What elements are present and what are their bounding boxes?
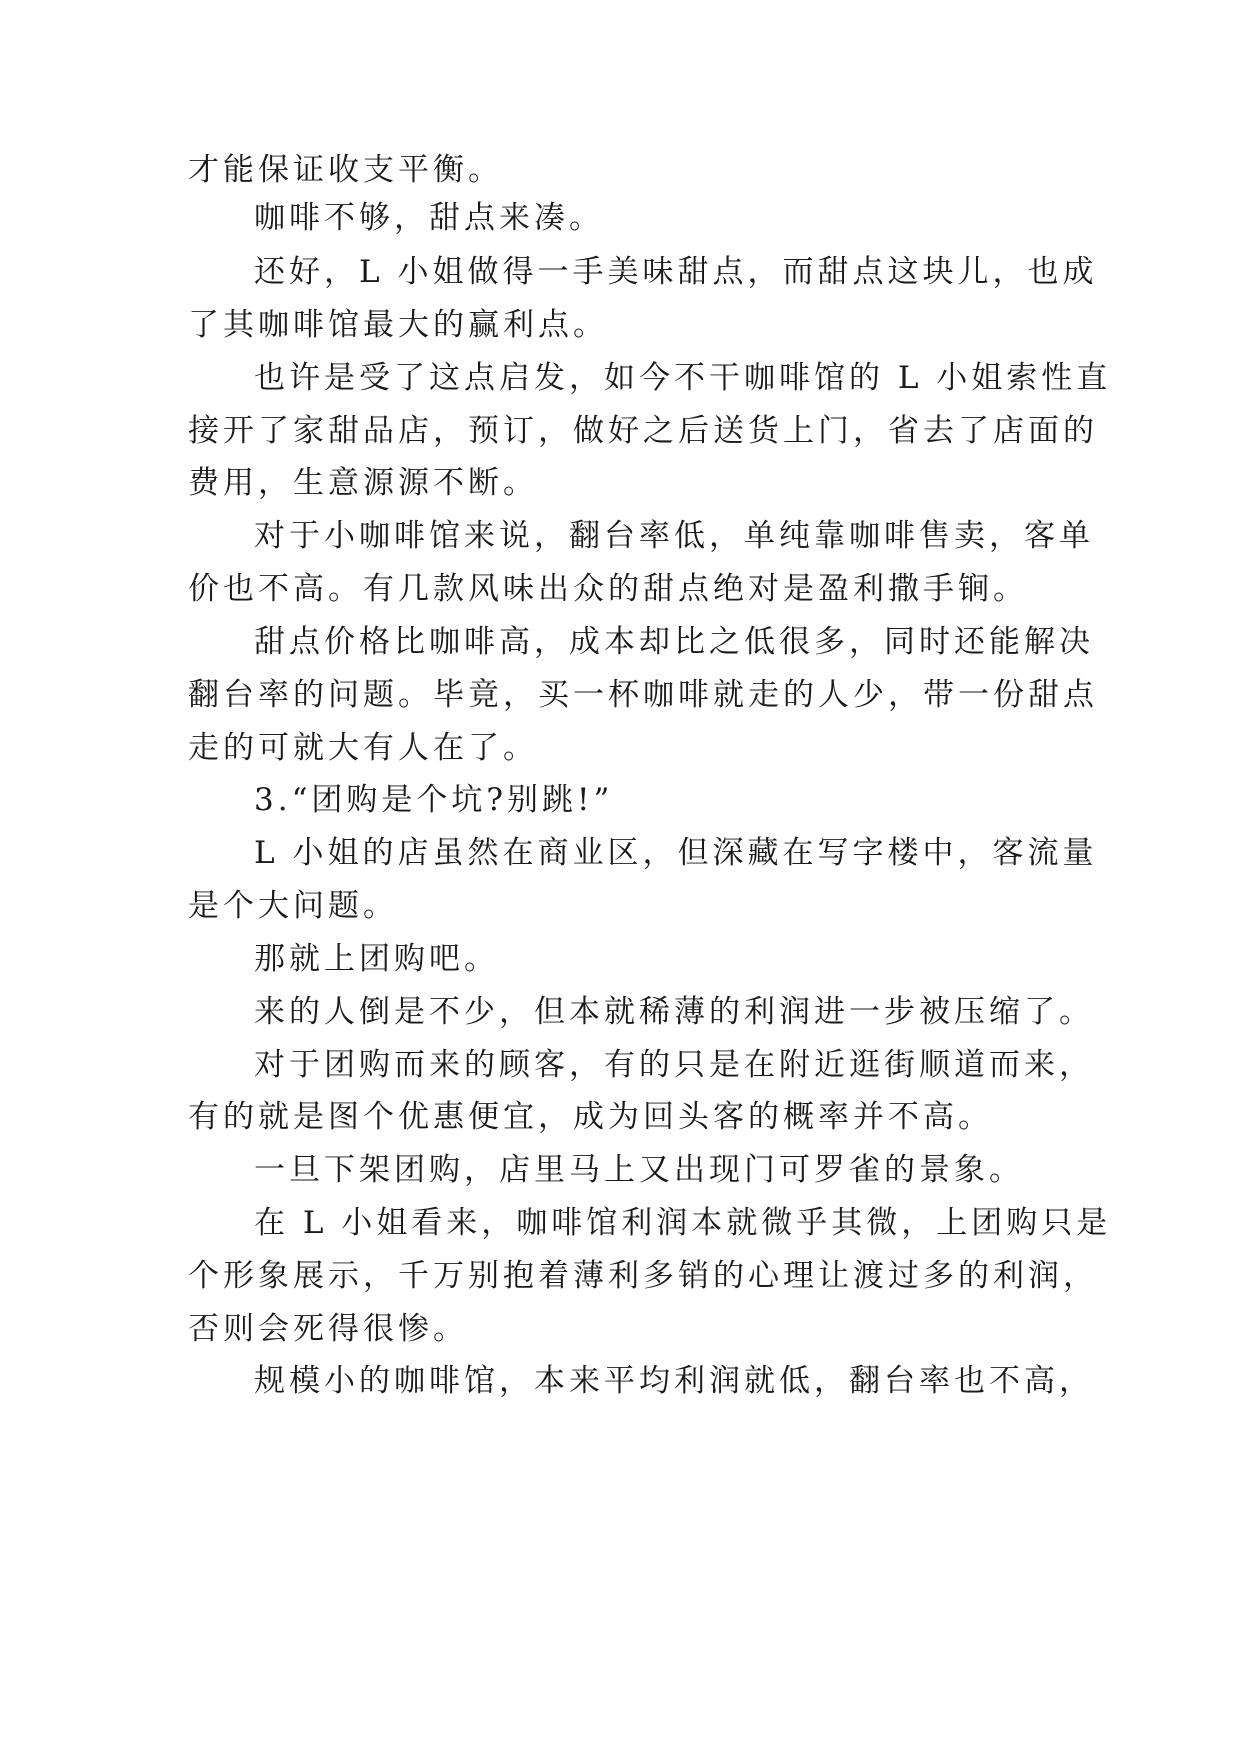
text-line: 甜点价格比咖啡高，成本却比之低很多，同时还能解决 [254, 624, 1094, 660]
text-line: 价也不高。有几款风味出众的甜点绝对是盈利撒手锏。 [188, 571, 1028, 607]
text-line: 对于团购而来的顾客，有的只是在附近逛街顺道而来， [254, 1047, 1094, 1083]
text-line: 接开了家甜品店，预订，做好之后送货上门，省去了店面的 [188, 413, 1098, 449]
text-line: 那就上团购吧。 [254, 941, 499, 977]
text-line: 咖啡不够，甜点来凑。 [254, 200, 604, 236]
text-line: 对于小咖啡馆来说，翻台率低，单纯靠咖啡售卖，客单 [254, 518, 1094, 554]
text-line: 规模小的咖啡馆，本来平均利润就低，翻台率也不高， [254, 1363, 1094, 1399]
section-heading: 3.“团购是个坑?别跳!” [254, 782, 614, 818]
text-line: 有的就是图个优惠便宜，成为回头客的概率并不高。 [188, 1099, 993, 1135]
text-line: 才能保证收支平衡。 [188, 152, 503, 188]
text-line: L 小姐的店虽然在商业区，但深藏在写字楼中，客流量 [254, 835, 1098, 871]
text-line: 翻台率的问题。毕竟，买一杯咖啡就走的人少，带一份甜点 [188, 677, 1098, 713]
text-line: 来的人倒是不少，但本就稀薄的利润进一步被压缩了。 [254, 994, 1094, 1030]
text-line: 费用，生意源源不断。 [188, 465, 538, 501]
text-line: 一旦下架团购，店里马上又出现门可罗雀的景象。 [254, 1152, 1024, 1188]
text-line: 个形象展示，千万别抱着薄利多销的心理让渡过多的利润， [188, 1258, 1098, 1294]
text-line: 否则会死得很惨。 [188, 1311, 468, 1347]
text-line: 了其咖啡馆最大的赢利点。 [188, 307, 608, 343]
text-line: 在 L 小姐看来，咖啡馆利润本就微乎其微，上团购只是 [254, 1205, 1112, 1241]
text-line: 还好，L 小姐做得一手美味甜点，而甜点这块儿，也成 [254, 254, 1098, 290]
text-line: 也许是受了这点启发，如今不干咖啡馆的 L 小姐索性直 [254, 360, 1112, 396]
text-line: 是个大问题。 [188, 888, 398, 924]
text-line: 走的可就大有人在了。 [188, 730, 538, 766]
